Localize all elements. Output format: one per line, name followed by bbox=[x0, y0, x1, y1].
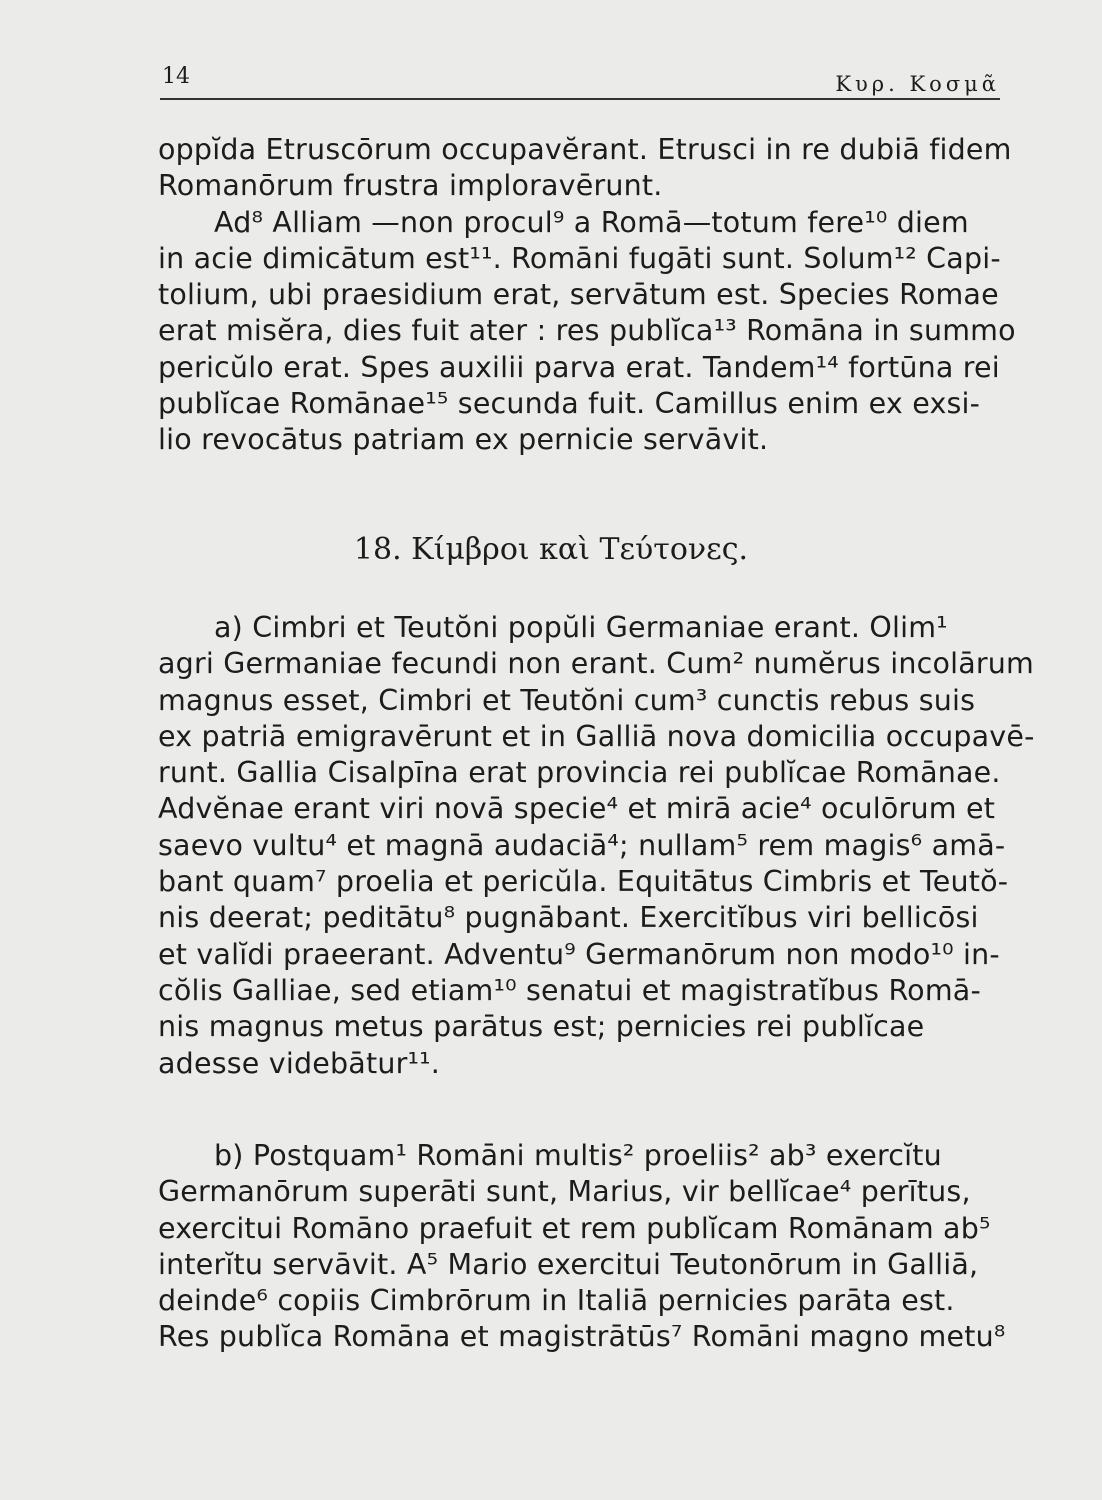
text-line: adesse videbātur¹¹. bbox=[158, 1046, 441, 1080]
text-line: saevo vultu⁴ et magnā audaciā⁴; nullam⁵ rem magis⁶ amā- bbox=[158, 828, 1006, 862]
text-line: runt. Gallia Cisalpīna erat provincia rei publĭcae Romānae. bbox=[158, 756, 1001, 790]
text-line: nis deerat; peditātu⁸ pugnābant. Exercitĭbus viri bellicōsi bbox=[158, 901, 979, 935]
text-line: nis magnus metus parātus est; pernicies rei publĭcae bbox=[158, 1010, 925, 1044]
text-line: bant quam⁷ proelia et pericŭla. Equitātus Cimbris et Teutŏ- bbox=[158, 865, 1009, 899]
text-line: et valĭdi praeerant. Adventu⁹ Germanōrum non modo¹⁰ in- bbox=[158, 937, 1000, 971]
text-line: Advĕnae erant viri novā specie⁴ et mirā acie⁴ oculōrum et bbox=[158, 792, 996, 826]
text-line: interĭtu servāvit. A⁵ Mario exercitui Teutonōrum in Galliā, bbox=[158, 1247, 979, 1281]
text-line: cŏlis Galliae, sed etiam¹⁰ senatui et magistratĭbus Romā- bbox=[158, 973, 981, 1007]
text-line: b) Postquam¹ Romāni multis² proeliis² ab³ exercĭtu bbox=[214, 1139, 942, 1172]
text-line: a) Cimbri et Teutŏni popŭli Germaniae erant. Olim¹ bbox=[214, 611, 948, 644]
text-line: Romanōrum frustra imploravērunt. bbox=[158, 169, 663, 203]
text-line: magnus esset, Cimbri et Teutŏni cum³ cunctis rebus suis bbox=[158, 683, 976, 717]
text-line: oppĭda Etruscōrum occupavĕrant. Etrusci in re dubiā fidem bbox=[158, 133, 1012, 166]
text-line: publĭcae Romānae¹⁵ secunda fuit. Camillus enim ex exsi- bbox=[158, 387, 981, 421]
text-line: Ad⁸ Alliam —non procul⁹ a Romā—totum fere¹⁰ diem bbox=[214, 205, 969, 239]
text-block-a bbox=[158, 610, 1035, 1082]
text-line: in acie dimicātum est¹¹. Romāni fugāti sunt. Solum¹² Capi- bbox=[158, 241, 1001, 275]
text-line: tolium, ubi praesidium erat, servātum est. Species Romae bbox=[158, 278, 999, 312]
page-number: 14 bbox=[162, 64, 190, 89]
text-line: Res publĭca Romāna et magistrātūs⁷ Romāni magno metu⁸ bbox=[158, 1320, 1006, 1354]
text-line: ex patriā emigravērunt et in Galliā nova domicilia occupavē- bbox=[158, 719, 1035, 753]
text-line: erat misĕra, dies fuit ater : res publĭca¹³ Romāna in summo bbox=[158, 314, 1016, 348]
running-head: Κυρ. Κοσμᾶ bbox=[835, 72, 1000, 96]
text-line: pericŭlo erat. Spes auxilii parva erat. Tandem¹⁴ fortūna rei bbox=[158, 350, 1000, 384]
text-line: Germanōrum superāti sunt, Marius, vir bellĭcae⁴ perītus, bbox=[158, 1175, 971, 1209]
text-line: agri Germaniae fecundi non erant. Cum² numĕrus incolārum bbox=[158, 647, 1035, 681]
text-block-top bbox=[158, 132, 1016, 459]
text-block-b bbox=[158, 1138, 1006, 1356]
text-line: exercitui Romāno praefuit et rem publĭcam Romānam ab⁵ bbox=[158, 1211, 991, 1245]
page-header bbox=[160, 62, 1000, 100]
text-line: deinde⁶ copiis Cimbrōrum in Italiā pernicies parāta est. bbox=[158, 1284, 955, 1318]
text-line: lio revocātus patriam ex pernicie servāvit. bbox=[158, 423, 769, 457]
section-heading: 18. Κίμβροι καὶ Τεύτονες. bbox=[353, 532, 749, 567]
